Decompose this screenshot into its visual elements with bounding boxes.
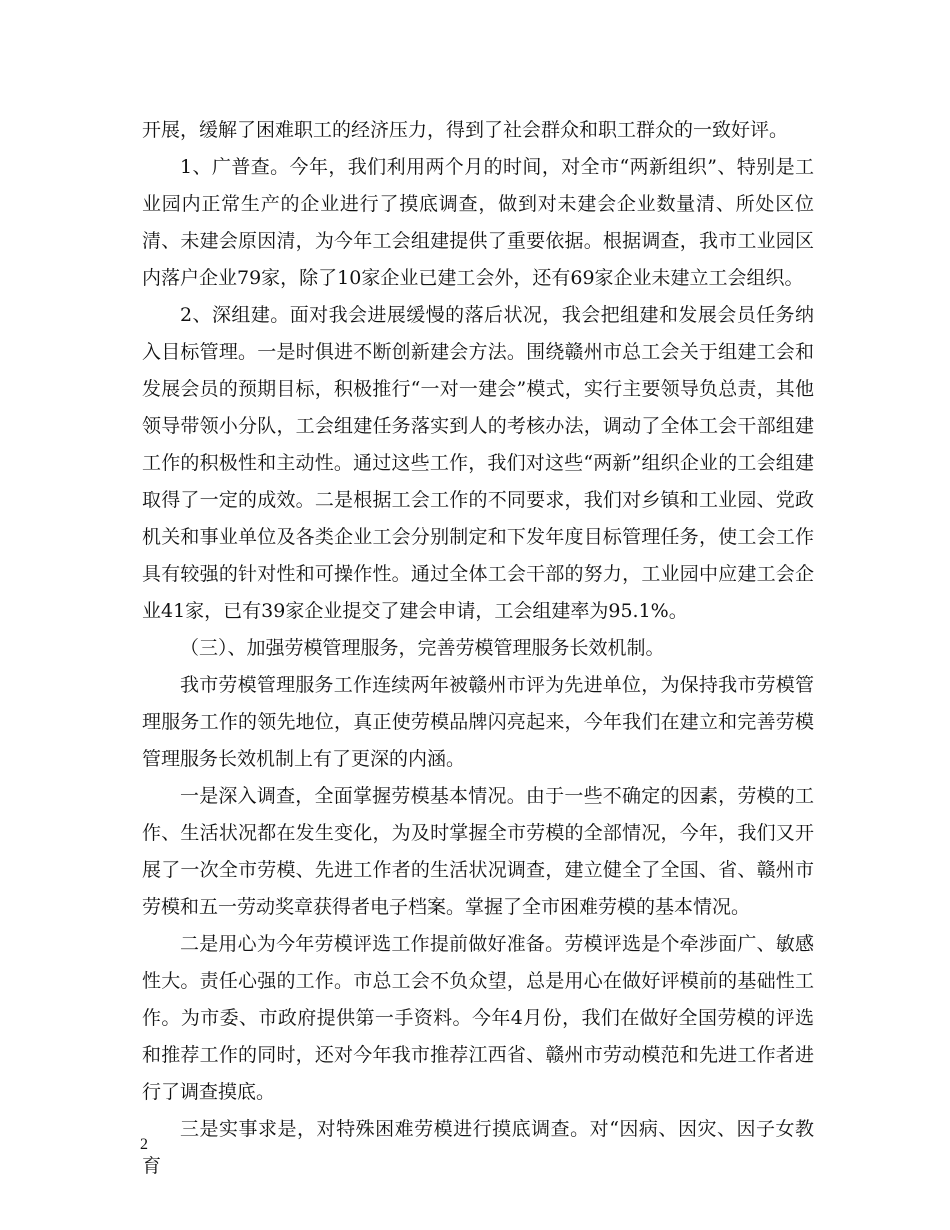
paragraph-3: 2、深组建。面对我会进展缓慢的落后状况，我会把组建和发展会员任务纳入目标管理。一是时俱进不断创新建会方法。围绕赣州市总工会关于组建工会和发展会员的预期目标，积极推行“一对一建会”模式，实行主要领导负总责，其他领导带领小分队，工会组建任务落实到人的考核办法，调动了全体工会干部组建工作的积极性和主动性。通过这些工作，我们对这些“两新”组织企业的工会组建取得了一定的成效。二是根据工会工作的不同要求，我们对乡镇和工业园、党政机关和事业单位及各类企业工会分别制定和下发年度目标管理任务，使工会工作具有较强的针对性和可操作性。通过全体工会干部的努力，工业园中应建工会企业41家，已有39家企业提交了建会申请，工会组建率为95.1%。 — [142, 304, 814, 622]
paragraph-6: 一是深入调查，全面掌握劳模基本情况。由于一些不确定的因素，劳模的工作、生活状况都在发生变化，为及时掌握全市劳模的全部情况，今年，我们又开展了一次全市劳模、先进工作者的生活状况调查，建立健全了全国、省、赣州市劳模和五一劳动奖章获得者电子档案。掌握了全市困难劳模的基本情况。 — [142, 785, 814, 918]
body-text — [142, 112, 814, 1185]
paragraph-8: 三是实事求是，对特殊困难劳模进行摸底调查。对“因病、因灾、因子女教育 — [142, 1118, 814, 1177]
paragraph-5: 我市劳模管理服务工作连续两年被赣州市评为先进单位，为保持我市劳模管理服务工作的领先地位，真正使劳模品牌闪亮起来，今年我们在建立和完善劳模管理服务长效机制上有了更深的内涵。 — [142, 674, 814, 770]
paragraph-7: 二是用心为今年劳模评选工作提前做好准备。劳模评选是个牵涉面广、敏感性大。责任心强的工作。市总工会不负众望，总是用心在做好评模前的基础性工作。为市委、市政府提供第一手资料。今年4月份，我们在做好全国劳模的评选和推荐工作的同时，还对今年我市推荐江西省、赣州市劳动模范和先进工作者进行了调查摸底。 — [142, 933, 814, 1103]
page-number: 2 — [140, 1136, 148, 1153]
paragraph-2: 1、广普查。今年，我们利用两个月的时间，对全市“两新组织”、特别是工业园内正常生产的企业进行了摸底调查，做到对未建会企业数量清、所处区位清、未建会原因清，为今年工会组建提供了重要依据。根据调查，我市工业园区内落户企业79家，除了10家企业已建工会外，还有69家企业未建立工会组织。 — [142, 156, 814, 289]
section-heading: （三）、加强劳模管理服务，完善劳模管理服务长效机制。 — [180, 637, 665, 659]
paragraph-1: 开展，缓解了困难职工的经济压力，得到了社会群众和职工群众的一致好评。 — [142, 119, 789, 141]
